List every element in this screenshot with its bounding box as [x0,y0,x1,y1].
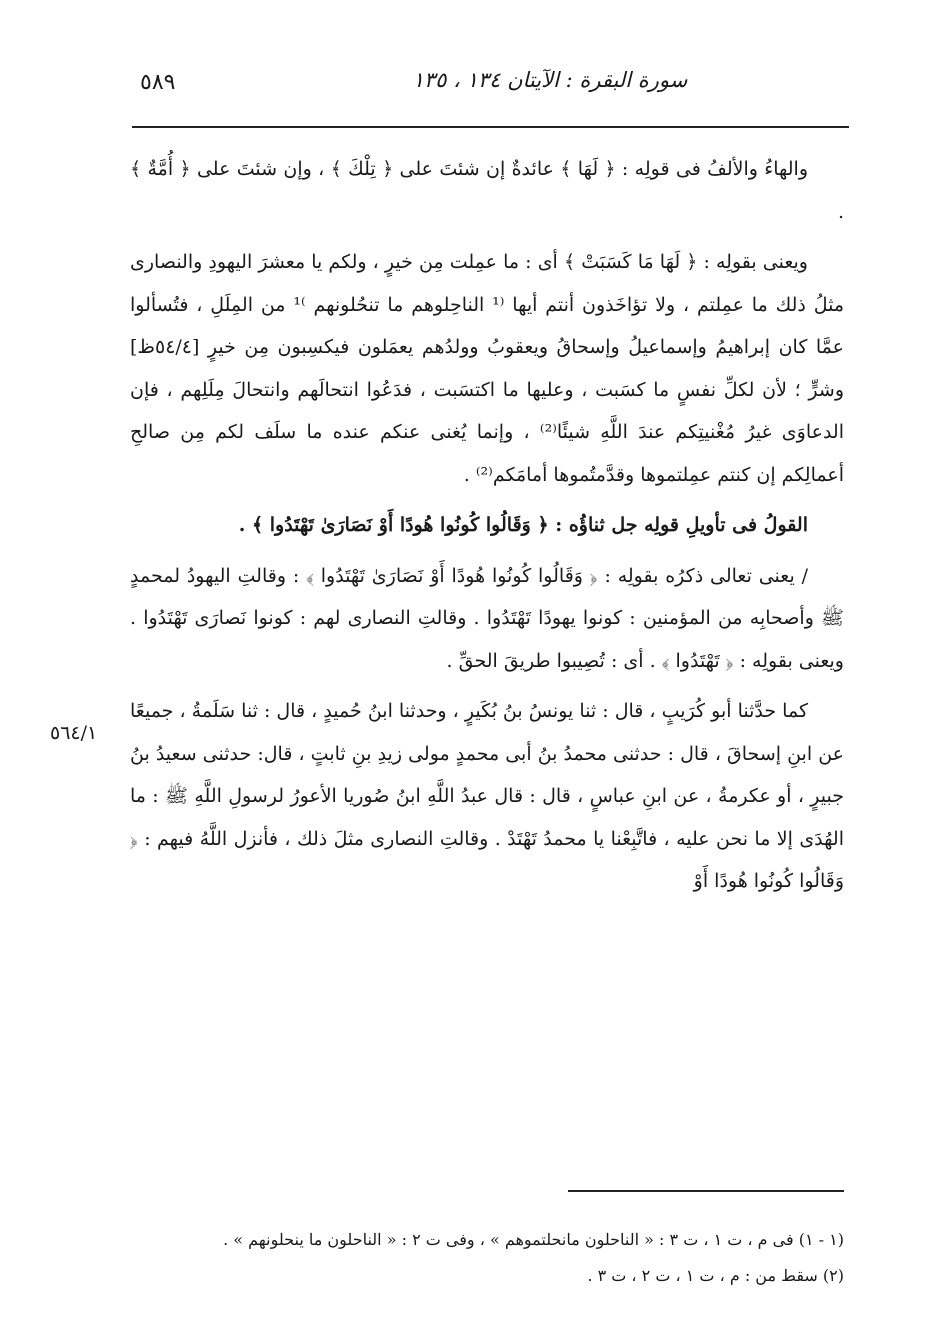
footnotes [130,1222,844,1294]
margin-reference: ٥٦٤/١ [50,722,98,744]
running-title: سورة البقرة : الآيتان ١٣٤ ، ١٣٥ [412,68,688,92]
footnote-1: (١ - ١) فى م ، ت ١ ، ت ٣ : « الناحلون مانحلتموهم » ، وفى ت ٢ : « الناحلون ما ينحلونهم » . [223,1230,844,1249]
paragraph-4: كما حدَّثنا أبو كُرَيبٍ ، قال : ثنا يونسُ بنُ بُكَيرٍ ، وحدثنا ابنُ حُميدٍ ، قال : ثنا سَلَمةُ ، جميعًا عن ابنِ إسحاقَ ، قال : حدثنى محمدُ بنُ أبى محمدٍ مولى زيدِ بنِ ثابتٍ ، قال: حدثنى سعيدُ بنُ جبيرٍ ، أو عكرمةُ ، عن ابنِ عباسٍ ، قال : قال عبدُ اللَّهِ ابنُ صُوريا الأعورُ لرسولِ اللَّهِ ﷺ : ما الهُدَى إلا ما نحن عليه ، فاتَّبِعْنا يا محمدُ تَهْتَدْ . وقالتِ النصارى مثلَ ذلك ، فأنزل اللَّهُ فيهم : ﴿ وَقَالُوا كُونُوا هُودًا أَوْ [130,700,844,892]
footnote-rule [568,1190,844,1192]
header-rule [132,126,849,128]
main-text [130,148,844,903]
paragraph-3: / يعنى تعالى ذكرُه بقولِه : ﴿ وَقَالُوا كُونُوا هُودًا أَوْ نَصَارَىٰ تَهْتَدُوا ﴾ : وقالتِ اليهودُ لمحمدٍ ﷺ وأصحابِه من المؤمنين : كونوا يهودًا تَهْتَدُوا . وقالتِ النصارى لهم : كونوا نَصارَى تَهْتَدُوا . ويعنى بقولِه : ﴿ تَهْتَدُوا ﴾ . أى : تُصِيبوا طريقَ الحقِّ . [130,564,844,672]
page-header [130,68,845,108]
section-heading: القولُ فى تأويلِ قولِه جل ثناؤُه : ﴿ وَقَالُوا كُونُوا هُودًا أَوْ نَصَارَىٰ تَهْتَدُوا ﴾ . [238,514,808,536]
paragraph-2: ويعنى بقولِه : ﴿ لَهَا مَا كَسَبَتْ ﴾ أى : ما عمِلت مِن خيرٍ ، ولكم يا معشرَ اليهودِ والنصارى مثلُ ذلك ما عمِلتم ، ولا تؤاخَذون أنتم أيها ⁽¹ الناحِلوهم ما تنحُلونهم ⁾¹ من المِلَلِ ، فتُسألوا عمَّا كان إبراهيمُ وإسماعيلُ وإسحاقُ ويعقوبُ وولدُهم يعمَلون فيكسِبون مِن خيرٍ [٥٤/٤ظ] وشرٍّ ؛ لأن لكلِّ نفسٍ ما كسَبت ، وعليها ما اكتسَبت ، فدَعُوا انتحالَهم وانتحالَ مِلَلِهم ، فإن الدعاوَى غيرُ مُغْنيتِكم عندَ اللَّهِ شيئًا⁽²⁾ ، وإنما يُغنى عنكم عنده ما سلَف لكم مِن صالحِ أعمالِكم إن كنتم عمِلتموها وقدَّمتُموها أمامَكم⁽²⁾ . [130,251,844,486]
paragraph-1: والهاءُ والألفُ فى قولِه : ﴿ لَهَا ﴾ عائدةٌ إن شئتَ على ﴿ تِلْكَ ﴾ ، وإن شئتَ على ﴿ أُمَّةٌ ﴾ . [130,158,844,223]
footnote-2: (٢) سقط من : م ، ت ١ ، ت ٢ ، ت ٣ . [587,1266,844,1285]
page-number: ٥٨٩ [140,70,176,95]
